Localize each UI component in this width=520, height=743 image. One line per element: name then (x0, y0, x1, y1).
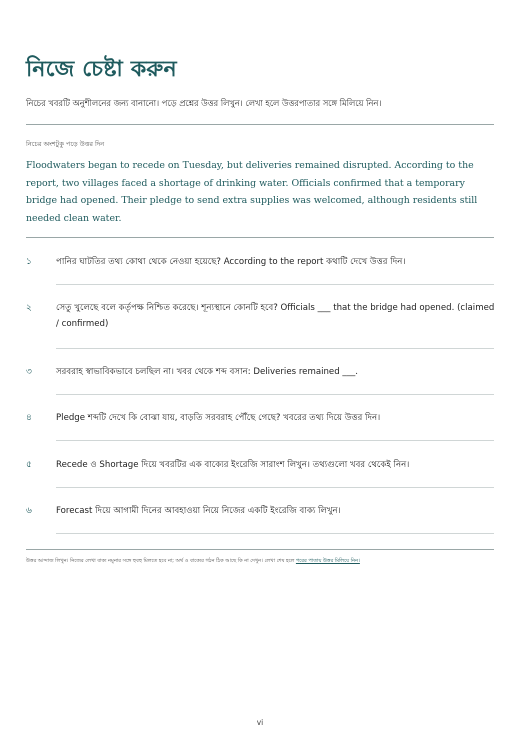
divider (26, 549, 494, 550)
question-text: Recede ও Shortage দিয়ে খবরটির এক বাক্যের ইংরেজি সারাংশ লিখুন। তথ্যগুলো খবর থেকেই নিন। (56, 460, 410, 470)
footnote-text: উত্তর আন্দাজ লিখুন। নিজের লেখা বাক্য নমুনার সঙ্গে হুবহু মিলতে হবে না; অর্থ ও বাক্যের গঠন ঠিক আছে কি না দেখুন। লেখা শেষ হলে (26, 558, 295, 564)
question-number: ১ (26, 257, 32, 267)
answer-line[interactable] (56, 394, 494, 395)
answer-key-link[interactable]: পরের পাতায় উত্তর মিলিয়ে নিন। (295, 558, 360, 564)
answer-line[interactable] (56, 284, 494, 285)
question-number: ৫ (26, 460, 32, 470)
question-text: Forecast দিয়ে আগামী দিনের আবহাওয়া নিয়ে নিজের একটি ইংরেজি বাক্য লিখুন। (56, 506, 341, 516)
question-number: ৬ (26, 506, 32, 516)
instructions: নিচের খবরটি অনুশীলনের জন্য বানানো। পড়ে প্রশ্নের উত্তর লিখুন। লেখা হলে উত্তরপাতার সঙ্গে মিলিয়ে নিন। (26, 98, 382, 108)
question-text: সেতু খুলেছে বলে কর্তৃপক্ষ নিশ্চিত করেছে। শূন্যস্থানে কোনটি হবে? Officials ___ that the bridge had opened. (claimed / confirmed) (56, 303, 495, 329)
answer-line[interactable] (56, 487, 494, 488)
answer-line[interactable] (56, 533, 494, 534)
question-text: পানির ঘাটতির তথ্য কোথা থেকে নেওয়া হয়েছে? According to the report কথাটি দেখে উত্তর দিন। (56, 257, 406, 267)
question-text: সরবরাহ স্বাভাবিকভাবে চলছিল না। খবর থেকে শব্দ বসান: Deliveries remained ___. (56, 367, 359, 377)
question-text: Pledge শব্দটি দেখে কি বোঝা যায়, বাড়তি সরবরাহ পৌঁছে গেছে? খবরের তথ্য দিয়ে উত্তর দিন। (56, 413, 381, 423)
answer-line[interactable] (56, 440, 494, 441)
question-number: ৩ (26, 367, 32, 377)
page-number: vi (256, 718, 264, 727)
question-number: ২ (26, 303, 32, 313)
answer-line[interactable] (56, 348, 494, 349)
section-label: নিচের অংশটুকু পড়ে উত্তর দিন (26, 140, 105, 148)
divider (26, 124, 494, 125)
reading-passage: Floodwaters began to recede on Tuesday, but deliveries remained disrupted. According to the report, two villages faced a shortage of drinking water. Officials confirmed that a temporary bridge had opened. Their pledge to send extra supplies was welcomed, although residents still needed clean water. (26, 160, 478, 224)
divider (26, 237, 494, 238)
question-number: ৪ (26, 413, 32, 423)
footnote (26, 558, 496, 566)
page-title: নিজে চেষ্টা করুন (26, 57, 177, 82)
